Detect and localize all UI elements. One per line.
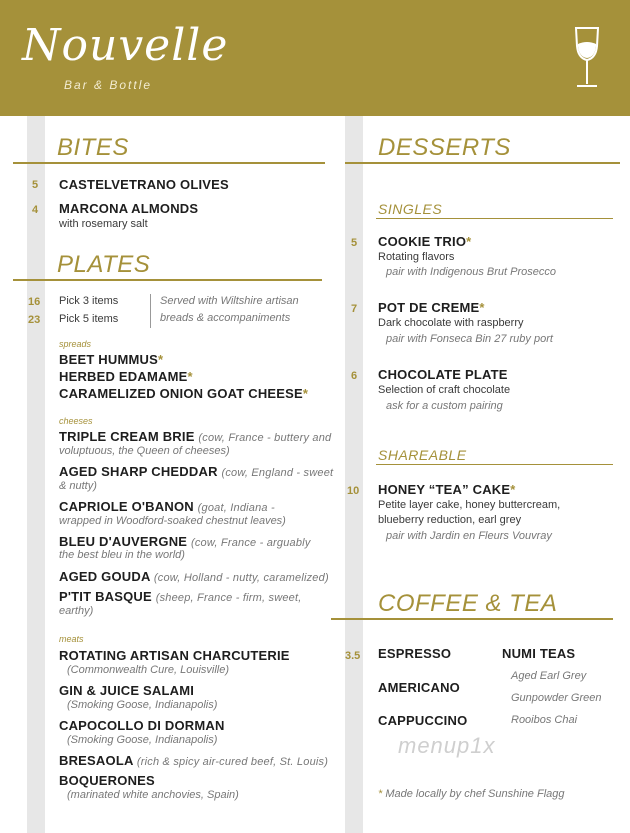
dessert-item-3: CHOCOLATE PLATE <box>378 367 508 382</box>
dessert-price-1: 5 <box>351 237 358 249</box>
cheese-item-2-note: & nutty) <box>59 480 97 492</box>
shareable-item: HONEY “TEA” CAKE* <box>378 482 516 497</box>
bites-price-1: 5 <box>32 179 39 191</box>
footnote: * Made locally by chef Sunshine Flagg <box>378 788 565 800</box>
coffee-drink-3: CAPPUCCINO <box>378 713 468 728</box>
plates-pick-5: Pick 5 items <box>59 313 119 325</box>
plates-served-note-2: breads & accompaniments <box>160 312 291 324</box>
meats-label: meats <box>59 634 84 644</box>
bites-item-1: CASTELVETRANO OLIVES <box>59 177 229 192</box>
meat-item-5-note: (marinated white anchovies, Spain) <box>67 789 239 801</box>
cheese-item-4-note: the best bleu in the world) <box>59 549 185 561</box>
shareable-price: 10 <box>347 485 360 497</box>
plates-divider <box>150 294 151 328</box>
wine-glass-icon <box>570 26 604 90</box>
dessert-item-1: COOKIE TRIO* <box>378 234 472 249</box>
meat-item-5: BOQUERONES <box>59 773 155 788</box>
coffee-rule <box>331 618 613 620</box>
cheeses-label: cheeses <box>59 416 93 426</box>
cheese-item-3: CAPRIOLE O'BANON (goat, Indiana - <box>59 499 275 514</box>
meat-item-3-note: (Smoking Goose, Indianapolis) <box>67 734 218 746</box>
bites-item-2: MARCONA ALMONDS <box>59 201 199 216</box>
desserts-title: DESSERTS <box>378 134 511 161</box>
spread-item-3: CARAMELIZED ONION GOAT CHEESE* <box>59 386 309 401</box>
right-column-band <box>345 116 363 833</box>
plates-title: PLATES <box>57 251 151 278</box>
tea-item-1: Aged Earl Grey <box>511 670 587 682</box>
dessert-price-2: 7 <box>351 303 358 315</box>
bites-title: BITES <box>57 134 129 161</box>
dessert-item-3-desc: Selection of craft chocolate <box>378 384 511 396</box>
meat-item-1-note: (Commonwealth Cure, Louisville) <box>67 664 230 676</box>
cheese-item-1: TRIPLE CREAM BRIE (cow, France - buttery and <box>59 429 332 444</box>
spread-item-1: BEET HUMMUS* <box>59 352 164 367</box>
bites-rule <box>13 162 325 164</box>
plates-rule <box>13 279 322 281</box>
coffee-drink-1: ESPRESSO <box>378 646 452 661</box>
dessert-item-2-pair: pair with Fonseca Bin 27 ruby port <box>386 333 553 345</box>
plates-price-5: 23 <box>28 314 41 326</box>
desserts-rule <box>345 162 620 164</box>
singles-label: SINGLES <box>378 201 443 217</box>
dessert-item-2: POT DE CREME* <box>378 300 485 315</box>
cheese-item-3-note: wrapped in Woodford-soaked chestnut leaves) <box>59 515 286 527</box>
dessert-price-3: 6 <box>351 370 358 382</box>
cheese-item-6: P'TIT BASQUE (sheep, France - firm, sweet, <box>59 589 302 604</box>
tea-item-3: Rooibos Chai <box>511 714 578 726</box>
brand-subtitle: Bar & Bottle <box>64 78 153 92</box>
watermark: menup1x <box>398 733 496 758</box>
meat-item-3: CAPOCOLLO DI DORMAN <box>59 718 225 733</box>
header-banner <box>0 0 630 116</box>
cheese-item-1-note: voluptuous, the Queen of cheeses) <box>59 445 230 457</box>
tea-item-2: Gunpowder Green <box>511 692 602 704</box>
coffee-drink-2: AMERICANO <box>378 680 460 695</box>
singles-rule <box>376 218 613 219</box>
bites-price-2: 4 <box>32 204 39 216</box>
coffee-price: 3.5 <box>345 650 361 662</box>
meat-item-4: BRESAOLA (rich & spicy air-cured beef, St. Louis) <box>59 753 329 768</box>
meat-item-2-note: (Smoking Goose, Indianapolis) <box>67 699 218 711</box>
plates-price-3: 16 <box>28 296 41 308</box>
meat-item-2: GIN & JUICE SALAMI <box>59 683 195 698</box>
cheese-item-4: BLEU D'AUVERGNE (cow, France - arguably <box>59 534 311 549</box>
plates-pick-3: Pick 3 items <box>59 295 119 307</box>
left-column-band <box>27 116 45 833</box>
tea-title: NUMI TEAS <box>502 646 576 661</box>
dessert-item-1-desc: Rotating flavors <box>378 251 455 263</box>
spread-item-2: HERBED EDAMAME* <box>59 369 193 384</box>
dessert-item-1-pair: pair with Indigenous Brut Prosecco <box>386 266 556 278</box>
shareable-desc-1: Petite layer cake, honey buttercream, <box>378 499 561 511</box>
shareable-rule <box>376 464 613 465</box>
bites-item-2-desc: with rosemary salt <box>59 218 148 230</box>
shareable-label: SHAREABLE <box>378 447 467 463</box>
brand-logo: Nouvelle <box>22 20 229 71</box>
cheese-item-6-note: earthy) <box>59 605 94 617</box>
meat-item-1: ROTATING ARTISAN CHARCUTERIE <box>59 648 290 663</box>
shareable-desc-2: blueberry reduction, earl grey <box>378 514 522 526</box>
dessert-item-3-pair: ask for a custom pairing <box>386 400 503 412</box>
plates-served-note-1: Served with Wiltshire artisan <box>160 295 299 307</box>
dessert-item-2-desc: Dark chocolate with raspberry <box>378 317 524 329</box>
cheese-item-2: AGED SHARP CHEDDAR (cow, England - sweet <box>59 464 334 479</box>
spreads-label: spreads <box>59 339 92 349</box>
cheese-item-5: AGED GOUDA (cow, Holland - nutty, caramelized) <box>59 569 329 584</box>
shareable-pair: pair with Jardin en Fleurs Vouvray <box>386 530 552 542</box>
coffee-title: COFFEE & TEA <box>378 590 558 617</box>
